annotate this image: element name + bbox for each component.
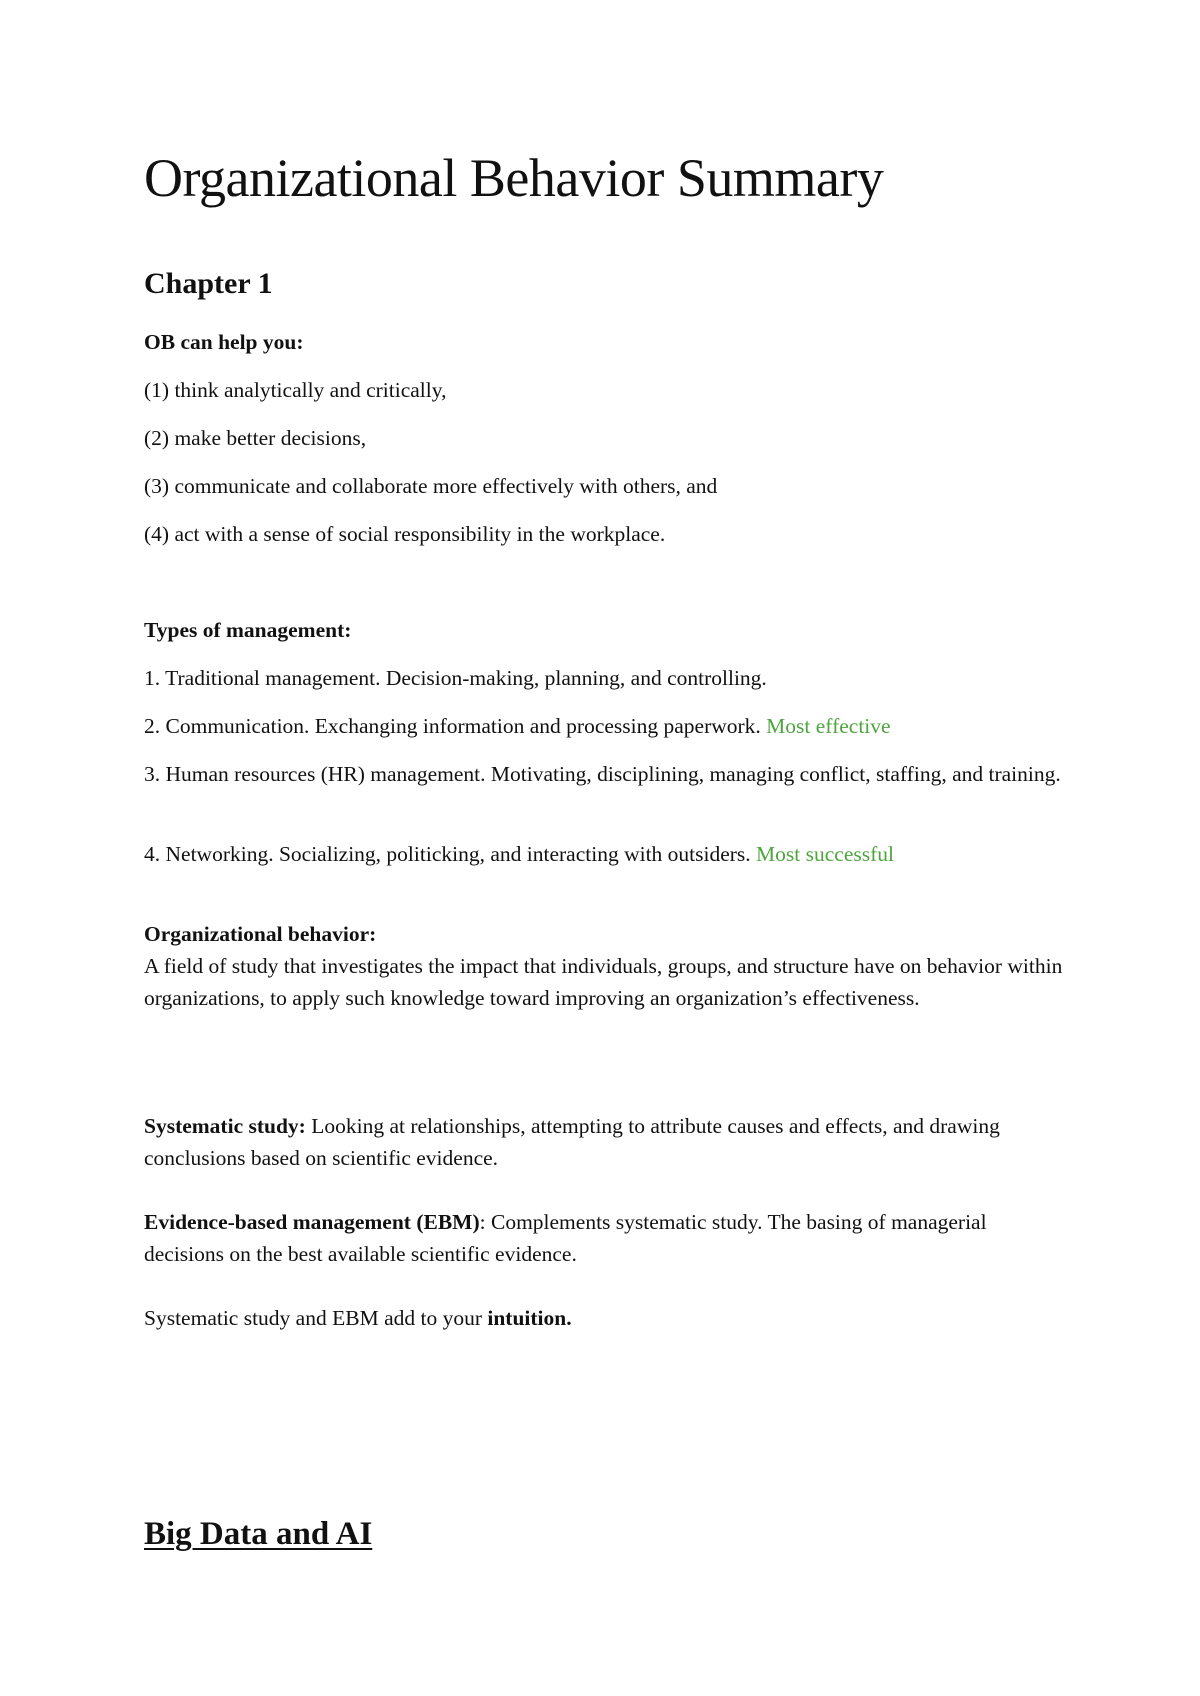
- list-item-text: 4. Networking. Socializing, politicking, and interacting with outsiders.: [144, 842, 757, 866]
- list-item: [144, 838, 894, 870]
- list-item-text: 2. Communication. Exchanging information and processing paperwork.: [144, 714, 767, 738]
- systematic-study-paragraph: [144, 1110, 1064, 1174]
- systematic-study-term: Systematic study:: [144, 1114, 306, 1138]
- list-item: 1. Traditional management. Decision-making, planning, and controlling.: [144, 666, 767, 690]
- document-title: Organizational Behavior Summary: [144, 148, 884, 208]
- intuition-text: Systematic study and EBM add to your: [144, 1306, 488, 1330]
- highlight-note: Most effective: [766, 714, 891, 738]
- org-behavior-definition: A field of study that investigates the impact that individuals, groups, and structure have on behavior within organizations, to apply such knowledge toward improving an organization’s effectiveness.: [144, 954, 1063, 1010]
- management-heading: Types of management:: [144, 618, 352, 642]
- list-item: [144, 710, 891, 742]
- ebm-term: Evidence-based management (EBM): [144, 1210, 480, 1234]
- list-item: (2) make better decisions,: [144, 426, 367, 450]
- list-item: (1) think analytically and critically,: [144, 378, 447, 402]
- list-item: (3) communicate and collaborate more effectively with others, and: [144, 474, 718, 498]
- ebm-definition: : Complements systematic study. The basing of managerial decisions on the best available scientific evidence.: [144, 1210, 987, 1266]
- list-item: (4) act with a sense of social responsibility in the workplace.: [144, 522, 666, 546]
- ebm-paragraph: [144, 1206, 1064, 1270]
- highlight-note: Most successful: [756, 842, 894, 866]
- org-behavior-term: Organizational behavior:: [144, 922, 377, 946]
- ob-help-heading: OB can help you:: [144, 330, 304, 354]
- section-heading-big-data: Big Data and AI: [144, 1516, 373, 1552]
- list-item: 3. Human resources (HR) management. Motivating, disciplining, managing conflict, staffing, and training.: [144, 762, 1061, 786]
- intuition-emphasis: intuition.: [487, 1306, 572, 1330]
- chapter-heading: Chapter 1: [144, 267, 273, 300]
- intuition-line: [144, 1302, 572, 1334]
- systematic-study-definition: Looking at relationships, attempting to attribute causes and effects, and drawing conclusions based on scientific evidence.: [144, 1114, 1000, 1170]
